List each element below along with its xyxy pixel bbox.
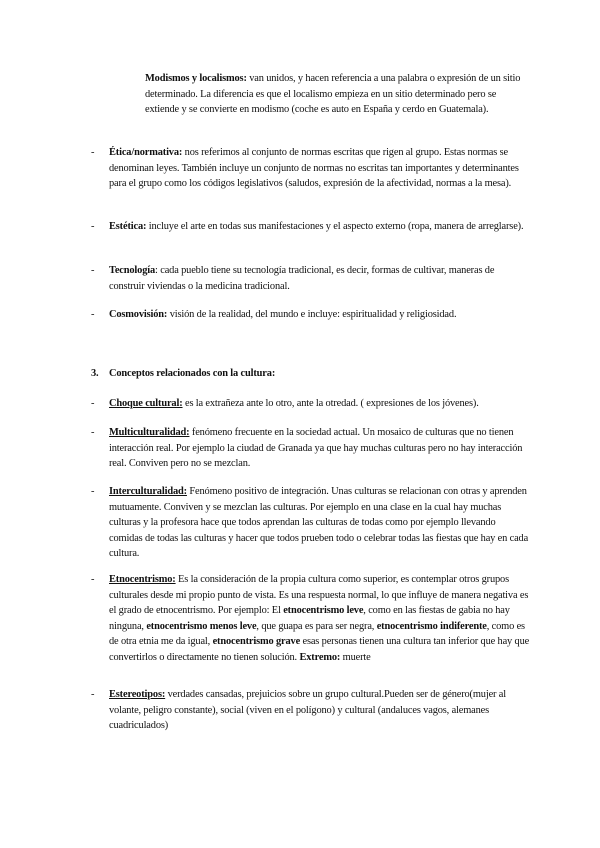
- etnocentrismo-text-1: Es la consideración de la propia cultura como superior, es contemplar otros grupos culturales desde mi propio punto de vista. Es una respuesta normal, lo que influye de manera negativa es el grado de etnocentrismo. Por ejemplo: El: [109, 574, 529, 617]
- modismos-paragraph: [145, 71, 530, 118]
- section-heading: [91, 366, 531, 382]
- multiculturalidad-term: Multiculturalidad:: [109, 427, 190, 438]
- etnocentrismo-text-2: , como en las fiestas de gabia no hay ninguna,: [109, 605, 510, 632]
- bullet-dash: -: [91, 689, 95, 700]
- list-item-etnocentrismo: [91, 572, 531, 666]
- interculturalidad-term: Interculturalidad:: [109, 486, 187, 497]
- estereotipos-term: Estereotipos:: [109, 689, 166, 700]
- etnocentrismo-menos-leve: etnocentrismo menos leve: [146, 620, 257, 632]
- etnocentrismo-leve: etnocentrismo leve: [283, 605, 364, 617]
- etica-text: nos referimos al conjunto de normas escritas que rigen al grupo. Estas normas se denominan leyes. También incluye un conjunto de normas no escritas tan importantes y determinantes para el grupo como los códigos legislativos (saludos, expresión de la afectividad, normas a la mesa).: [109, 147, 519, 190]
- bullet-dash: -: [91, 427, 95, 438]
- list-item-interculturalidad: [91, 484, 531, 562]
- tecnologia-term: Tecnología: [109, 265, 156, 276]
- list-item-etica: [91, 145, 531, 192]
- bullet-dash: -: [91, 574, 95, 585]
- cosmovision-text: visión de la realidad, del mundo e incluye: espiritualidad y religiosidad.: [167, 309, 457, 320]
- etica-term: Ética/normativa:: [109, 147, 183, 158]
- etnocentrismo-grave: etnocentrismo grave: [212, 636, 301, 648]
- estetica-text: incluye el arte en todas sus manifestaciones y el aspecto externo (ropa, manera de arreglarse).: [146, 221, 524, 232]
- choque-term: Choque cultural:: [109, 398, 183, 409]
- list-item-choque: [91, 396, 531, 412]
- list-item-estereotipos: [91, 687, 531, 734]
- list-item-tecnologia: [91, 263, 531, 294]
- list-item-multiculturalidad: [91, 425, 531, 472]
- list-item-estetica: [91, 219, 531, 235]
- section-title: Conceptos relacionados con la cultura:: [109, 368, 276, 379]
- bullet-dash: -: [91, 221, 95, 232]
- section-number: 3.: [91, 368, 99, 379]
- estetica-term: Estética:: [109, 221, 147, 232]
- etnocentrismo-text-3: , que guapa es para ser negra,: [256, 620, 377, 632]
- etnocentrismo-extremo: Extremo:: [299, 651, 341, 663]
- choque-text: es la extrañeza ante lo otro, ante la otredad. ( expresiones de los jóvenes).: [182, 398, 479, 409]
- bullet-dash: -: [91, 398, 95, 409]
- bullet-dash: -: [91, 309, 95, 320]
- bullet-dash: -: [91, 265, 95, 276]
- etnocentrismo-indiferente: etnocentrismo indiferente: [376, 620, 487, 632]
- tecnologia-text: : cada pueblo tiene su tecnología tradicional, es decir, formas de cultivar, maneras de construir viviendas o la medicina tradicional.: [109, 265, 495, 292]
- bullet-dash: -: [91, 147, 95, 158]
- bullet-dash: -: [91, 486, 95, 497]
- etnocentrismo-term: Etnocentrismo:: [109, 574, 176, 585]
- etnocentrismo-text-4: , como es de otra etnia me da igual,: [109, 620, 525, 648]
- list-item-cosmovision: [91, 307, 531, 323]
- interculturalidad-text: Fenómeno positivo de integración. Unas culturas se relacionan con otras y aprenden mutuamente. Conviven y se mezclan las culturas. Por ejemplo en una clase en la cual hay muchas culturas y la profesora hace que todos aprendan las culturas de todas como por ejemplo llevando comidas de todas las culturas y hacer que todos prueben todo o celebrar todas las fiestas que hay en cada cultura.: [109, 486, 529, 560]
- modismos-term: Modismos y localismos:: [145, 73, 247, 84]
- etnocentrismo-text-5: esas personas tienen una cultura tan inferior que hay que convertirlos o directamente no tienen solución.: [109, 636, 530, 663]
- estereotipos-text: verdades cansadas, prejuicios sobre un grupo cultural.Pueden ser de género(mujer al volante, peligro constante), social (viven en el polígono) y cultural (andaluces vagos, alemanes cuadriculados): [109, 689, 507, 732]
- modismos-text: van unidos, y hacen referencia a una palabra o expresión de un sitio determinado. La diferencia es que el localismo empieza en un sitio determinado pero se extiende y se convierte en modismo (coche es auto en España y cerdo en Guatemala).: [145, 73, 521, 116]
- multiculturalidad-text: fenómeno frecuente en la sociedad actual. Un mosaico de culturas que no tienen interacción real. Por ejemplo la ciudad de Granada ya que hay muchas culturas pero no hay interacción real. Conviven pero no se mezclan.: [109, 427, 523, 470]
- cosmovision-term: Cosmovisión:: [109, 309, 168, 320]
- etnocentrismo-text-6: muerte: [340, 651, 371, 663]
